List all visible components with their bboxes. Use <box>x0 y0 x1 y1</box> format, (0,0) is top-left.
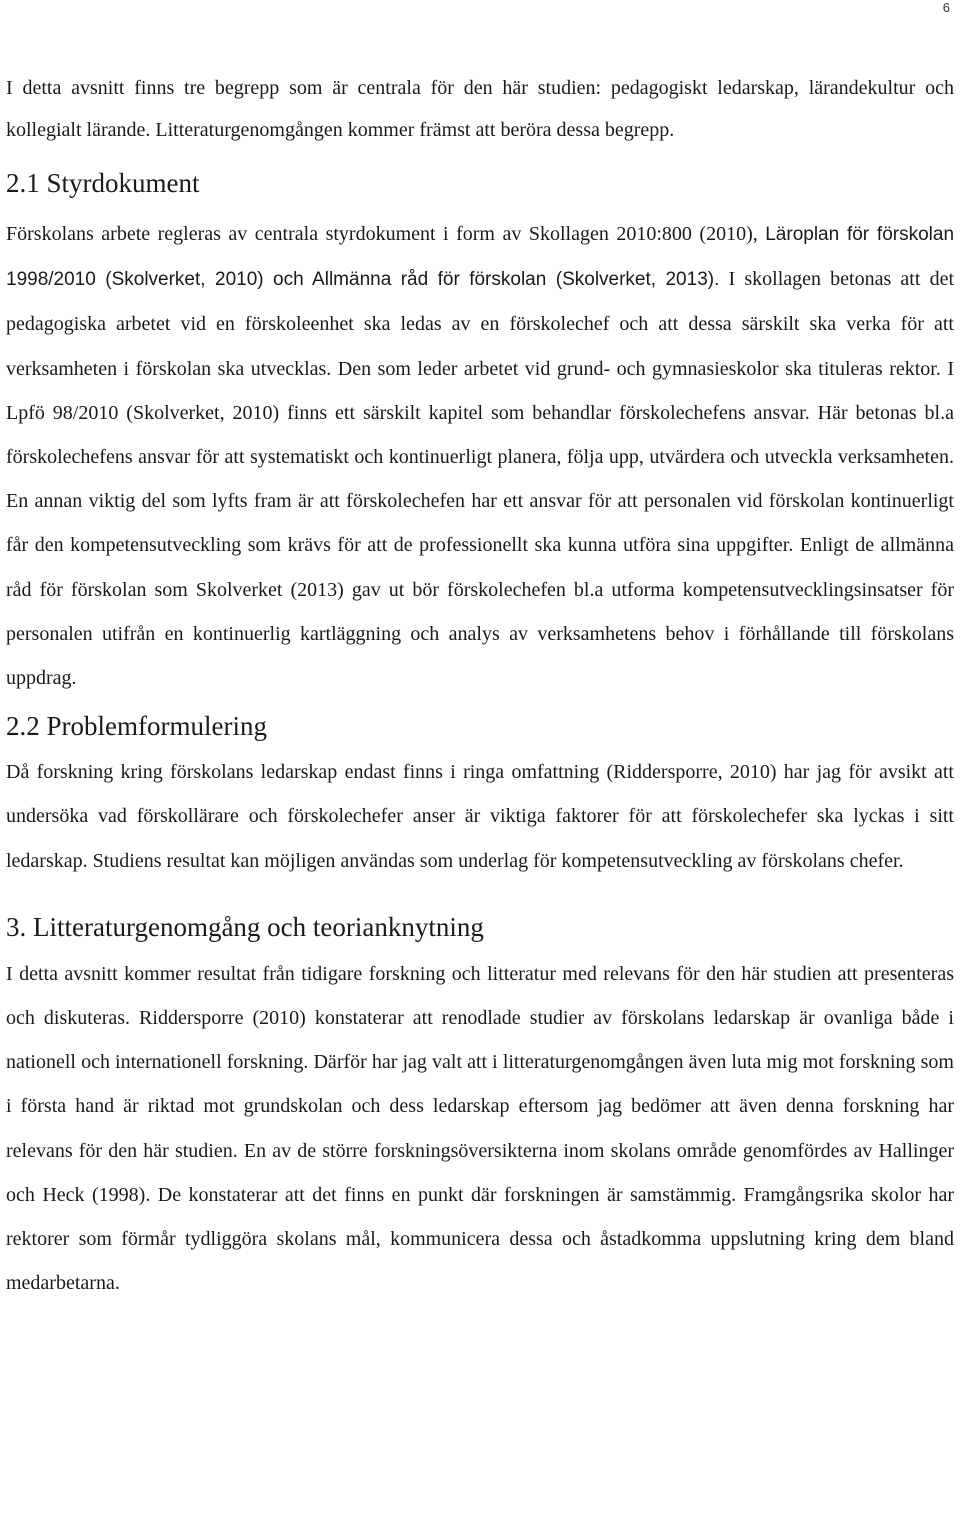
section-heading-problemformulering: 2.2 Problemformulering <box>6 711 267 742</box>
styrdokument-paragraph-part3: I skollagen betonas att det pedagogiska arbetet vid en förskoleenhet ska ledas av en förskolechef och att dessa särskilt ska verka för att verksamheten i förskolan ska utvecklas. Den som leder arbetet vid grund- och gymnasieskolor ska tituleras rektor. I Lpfö 98/2010 (Skolverket, 2010) finns ett särskilt kapitel som behandlar förskolechefens ansvar. Här betonas bl.a förskolechefens ansvar för att systematiskt och kontinuerligt planera, följa upp, utvärdera och utveckla verksamheten. En annan viktig del som lyfts fram är att förskolechefen har ett ansvar för att personalen vid förskolan kontinuerligt får den kompetensutveckling som krävs för att de professionellt ska kunna utföra sina uppgifter. Enligt de allmänna råd för förskolan som Skolverket (2013) gav ut bör förskolechefen bl.a utforma kompetensutvecklingsinsatser för personalen utifrån en kontinuerlig kartläggning och analys av verksamhetens behov i förhållande till förskolans uppdrag. <box>6 268 955 690</box>
document-body <box>6 68 954 1305</box>
styrdokument-paragraph-part1: Förskolans arbete regleras av centrala styrdokument i form av Skollagen 2010:800 (2010), <box>6 223 766 245</box>
styrdokument-paragraph <box>6 212 954 700</box>
problemformulering-paragraph: Då forskning kring förskolans ledarskap endast finns i ringa omfattning (Riddersporre, 2010) har jag för avsikt att undersöka vad förskollärare och förskolechefer anser är viktiga faktorer för att förskolechefer ska lyckas i sitt ledarskap. Studiens resultat kan möjligen användas som underlag för kompetensutveckling av förskolans chefer. <box>6 761 954 872</box>
section-heading-styrdokument: 2.1 Styrdokument <box>6 168 200 198</box>
intro-paragraph: I detta avsnitt finns tre begrepp som är centrala för den här studien: pedagogiskt ledarskap, lärandekultur och kollegialt lärande. Litteraturgenomgången kommer främst att beröra dessa begrepp. <box>6 77 954 141</box>
section-heading-litteraturgenomgang: 3. Litteraturgenomgång och teorianknytning <box>6 911 484 942</box>
styrdokument-paragraph-part2: Läroplan för förskolan 1998/2010 (Skolverket, 2010) och Allmänna råd för förskolan (Skolverket, 2013). <box>6 224 955 291</box>
page-number: 6 <box>942 0 950 15</box>
litteraturgenomgang-paragraph: I detta avsnitt kommer resultat från tidigare forskning och litteratur med relevans för den här studien att presenteras och diskuteras. Riddersporre (2010) konstaterar att renodlade studier av förskolans ledarskap är ovanliga både i nationell och internationell forskning. Därför har jag valt att i litteraturgenomgången även luta mig mot forskning som i första hand är riktad mot grundskolan och dess ledarskap eftersom jag bedömer att även denna forskning har relevans för den här studien. En av de större forskningsöversikterna inom skolans område genomfördes av Hallinger och Heck (1998). De konstaterar att det finns en punkt där forskningen är samstämmig. Framgångsrika skolor har rektorer som förmår tydliggöra skolans mål, kommunicera dessa och åstadkomma uppslutning kring dem bland medarbetarna. <box>6 962 954 1295</box>
